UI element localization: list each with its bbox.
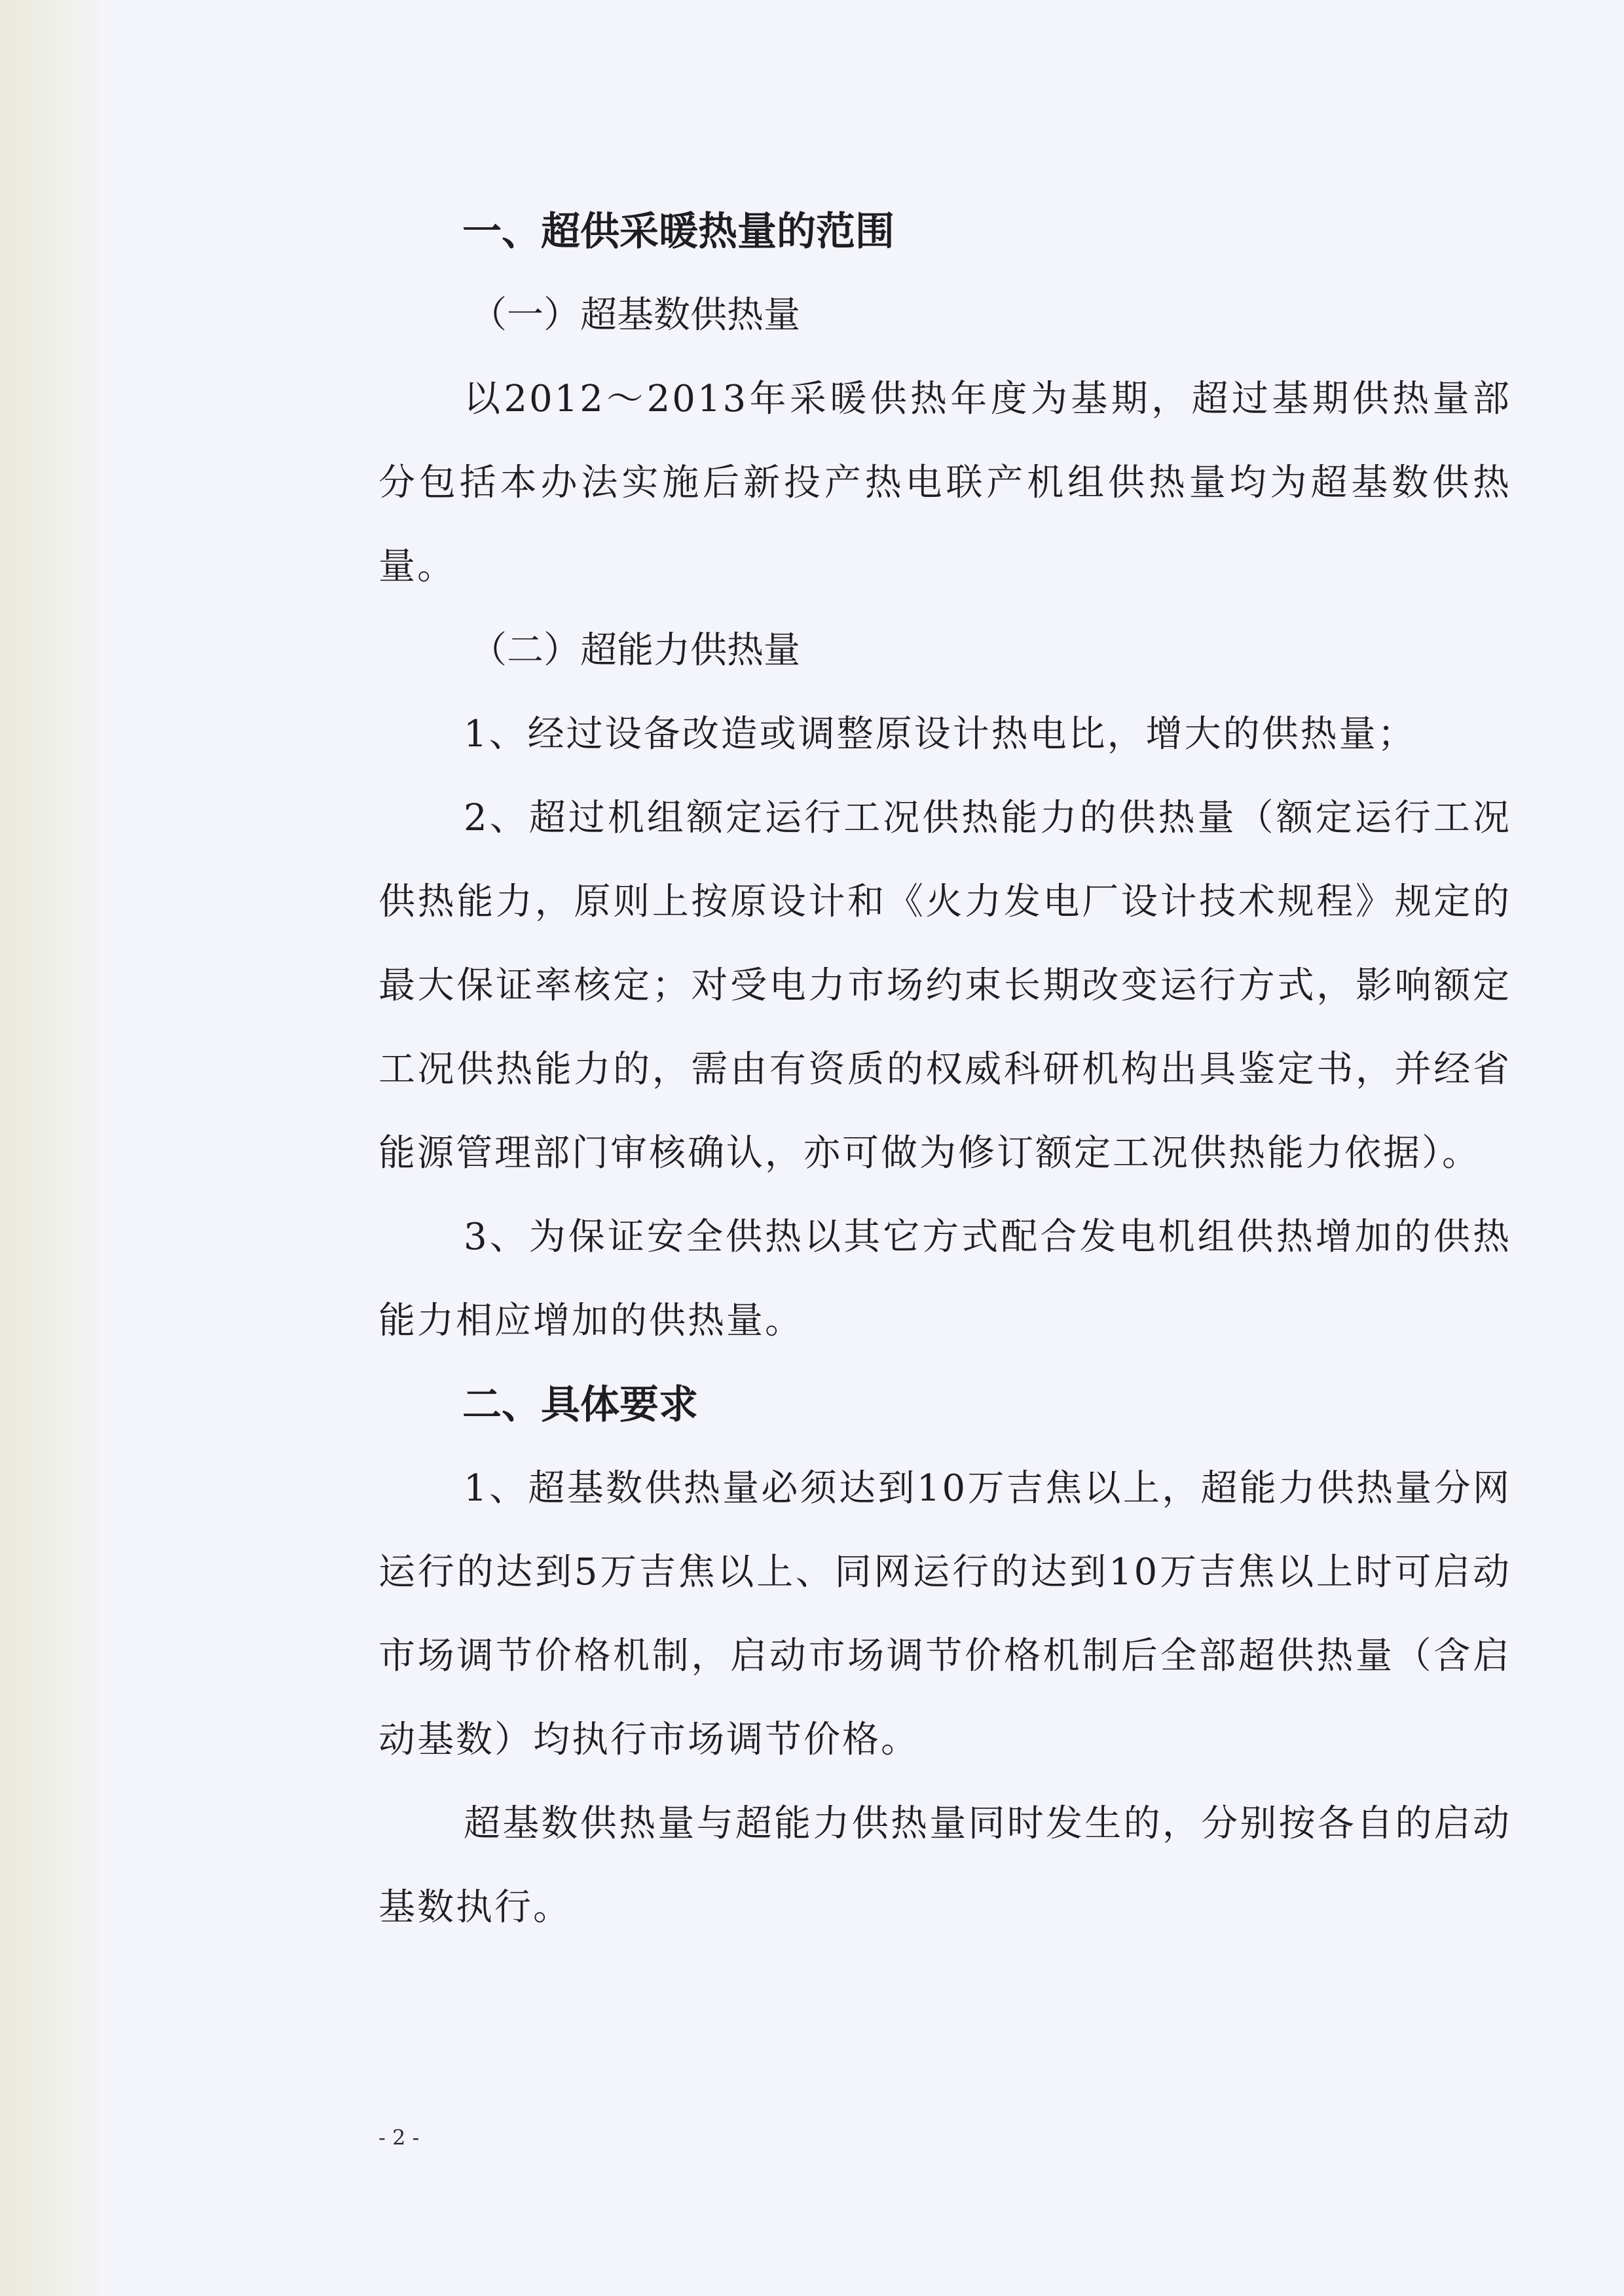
scan-edge [0, 0, 98, 2296]
section-heading-scope: 一、超供采暖热量的范围 [462, 209, 895, 255]
page-number: - 2 - [378, 2125, 420, 2150]
paragraph-item-3: 3、为保证安全供热以其它方式配合发电机组供热增加的供热能力相应增加的供热量。 [378, 1216, 1511, 1342]
document-body [378, 190, 1511, 1950]
paragraph-item-1: 1、经过设备改造或调整原设计热电比，增大的供热量； [464, 713, 1416, 756]
paragraph-base-period: 以2012～2013年采暖供热年度为基期，超过基期供热量部分包括本办法实施后新投产热电联产机组供热量均为超基数供热量。 [378, 378, 1511, 588]
section-heading-requirements: 二、具体要求 [462, 1382, 698, 1428]
paragraph-item-2: 2、超过机组额定运行工况供热能力的供热量（额定运行工况供热能力，原则上按原设计和《火力发电厂设计技术规程》规定的最大保证率核定；对受电力市场约束长期改变运行方式，影响额定工况供热能力的，需由有资质的权威科研机构出具鉴定书，并经省能源管理部门审核确认，亦可做为修订额定工况供热能力依据）。 [378, 797, 1511, 1175]
paragraph-requirement-2: 超基数供热量与超能力供热量同时发生的，分别按各自的启动基数执行。 [378, 1802, 1511, 1929]
subheading-over-capacity-heat: （二）超能力供热量 [470, 629, 800, 672]
paragraph-requirement-1: 1、超基数供热量必须达到10万吉焦以上，超能力供热量分网运行的达到5万吉焦以上、同网运行的达到10万吉焦以上时可启动市场调节价格机制，启动市场调节价格机制后全部超供热量（含启动基数）均执行市场调节价格。 [378, 1467, 1511, 1761]
subheading-over-base-heat: （一）超基数供热量 [470, 294, 800, 337]
